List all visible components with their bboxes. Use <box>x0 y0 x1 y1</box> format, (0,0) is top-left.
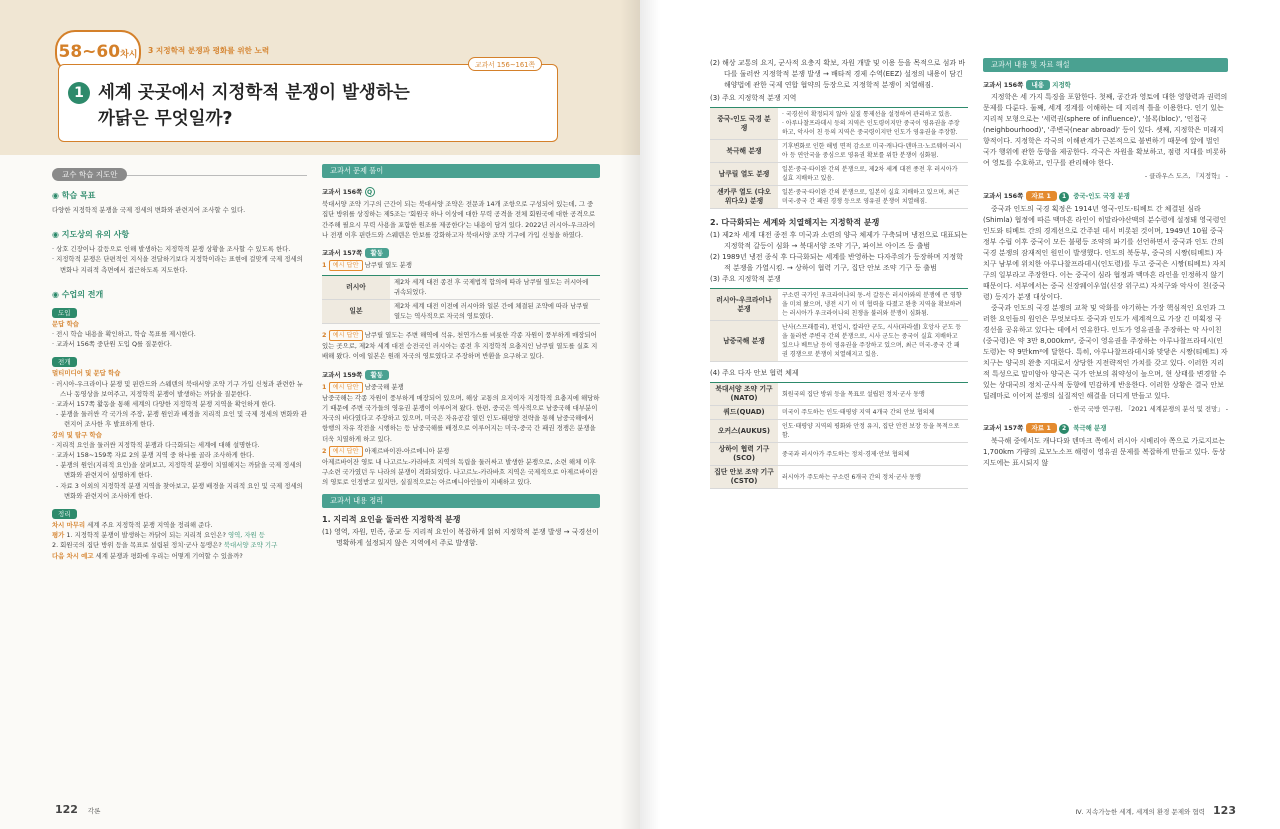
intro-tag: 도입 <box>52 308 77 318</box>
table-row: 쿼드(QUAD) 미국이 주도하는 인도·태평양 지역 4개국 간의 안보 협의체 <box>710 406 968 420</box>
problems-banner: 교과서 문제 풀이 <box>322 164 600 178</box>
right-page <box>640 0 1280 829</box>
lesson-range: 58~60 <box>58 42 121 62</box>
book-spine-shadow <box>620 0 660 829</box>
page-title <box>98 80 410 132</box>
right-page-number: 123 <box>1213 804 1236 817</box>
dev-head1: 멀티미디어 및 문답 학습 <box>52 369 121 378</box>
table-row: 북극해 분쟁 기후변화로 인한 해빙 면적 감소로 미국·캐나다·덴마크·노르웨이·러시아 등 연안국을 중심으로 영유권 확보를 위한 분쟁이 심화됨. <box>710 140 968 163</box>
problems-column <box>322 164 600 549</box>
caution-item: · 상호 긴장이나 갈등으로 인해 발생하는 지정학적 분쟁 상황을 조사할 수 있도록 한다. <box>52 245 291 254</box>
summary-s1-title: 1. 지리적 요인을 둘러싼 지정학적 분쟁 <box>322 515 461 525</box>
dev-tag: 전개 <box>52 357 77 367</box>
guide-column <box>52 162 307 561</box>
title-number: 1 <box>68 82 90 104</box>
number-icon: 1 <box>1059 192 1069 202</box>
dev-item: - 자료 3 이외의 지정학적 분쟁 지역을 찾아보고, 분쟁 배경을 지리적 요인 및 국제 정세의 변화와 관련지어 조사하게 한다. <box>56 481 303 500</box>
summary-banner: 교과서 내용 정리 <box>322 494 600 508</box>
r157-ref: 교과서 157쪽 자료 1 2 북극해 분쟁 <box>983 423 1107 432</box>
summary-column <box>710 58 968 489</box>
textbook-pages-tag: 교과서 156~161쪽 <box>468 57 542 71</box>
answer-box: 예시 답안 <box>329 382 363 393</box>
left-page-number: 122 각론 <box>55 803 101 816</box>
table-row: 북대서양 조약 기구(NATO) 회원국의 집단 방위 등을 목표로 설립된 정치·군사 동맹 <box>710 383 968 406</box>
p156-text: 북대서양 조약 기구의 근간이 되는 북대서양 조약은 전문과 14개 조항으로 구성되어 있는데, 그 중 집단 방위를 상징하는 제5조는 '회원국 하나 이상에 대한 무력 공격을 전체 회원국에 대한 공격으로 간주해 필요시 무력 사용을 포함한 원조를 제공한다'는 내용이 담겨 있다. 2022년 러시아-우크라이나 전쟁 이후 핀란드와 스웨덴은 안보를 강화하고자 북대서양 조약 기구에 가입 신청을 하였다. <box>322 200 596 239</box>
summary-s1-2: (2) 해상 교통의 요지, 군사적 요충지 확보, 자원 개발 및 이용 등을 목적으로 섬과 바다를 둘러싼 지정학적 분쟁 발생 → 배타적 경제 수역(EEZ) 설정의 내용이 담긴 해양법에 관한 국제 연합 협약의 등장으로 지정학적 분쟁이 치열해짐. <box>710 59 966 89</box>
summary-s2-3: (3) 주요 지정학적 분쟁 <box>710 275 781 283</box>
p159-ref: 교과서 159쪽 활동 <box>322 370 600 380</box>
lesson-unit: 차시 <box>120 50 138 60</box>
table-row: 오커스(AUKUS) 인도·태평양 지역의 평화와 안정 유지, 집단 안전 보장 등을 목적으로 함. <box>710 420 968 443</box>
bullet-icon: ◉ <box>52 289 62 299</box>
content-tag: 내용 <box>1026 80 1051 90</box>
r156b-source: - 한국 국방 연구원, 「2021 세계분쟁의 분석 및 전망」 - <box>1069 405 1228 414</box>
section-label: 3 지정학적 분쟁과 평화를 위한 노력 <box>148 46 270 55</box>
table-row: 남중국해 분쟁 난사(스프래틀리), 펀업시, 칼라얀 군도, 시사(파라셀) 호앙사 군도 등을 둘러싼 주변국 간의 분쟁으로, 시사 군도는 중국이 실효 지배하고 있으나 베트남 등이 영유권을 주장하고 있으며, 최근 미국-중국 간 패권 경쟁으로 분쟁이 치열해지고 있음. <box>710 321 968 362</box>
answer-box: 예시 답안 <box>329 330 363 341</box>
question-icon: Q <box>365 187 375 197</box>
table-row: 중국-인도 국경 분쟁 · 국경선이 확정되지 않아 실질 통제선을 설정하여 관리하고 있음. · 아루나찰프라데시 등의 지역은 인도령이지만 중국이 영유권을 주장하고, 악사이 친 등의 지역은 중국령이지만 인도가 영유권을 주장함. <box>710 108 968 140</box>
dev-item: · 지리적 요인을 둘러싼 지정학적 분쟁과 다극화되는 세계에 대해 설명한다. <box>52 440 260 449</box>
intro-head: 문답 학습 <box>52 319 79 328</box>
activity-tag: 활동 <box>365 248 390 258</box>
table-row: 상하이 협력 기구 (SCO) 중국과 러시아가 주도하는 정치·경제·안보 협의체 <box>710 443 968 466</box>
answer-box: 예시 답안 <box>329 260 363 271</box>
p159-q2: 2 예시 답안 아제르바이잔-아르메니아 분쟁 <box>322 446 450 455</box>
r156a-text: 지정학은 세 가지 특징을 포함한다. 첫째, 공간과 영토에 대한 영향력과 권력의 문제를 다룬다. 둘째, 세계 경계를 이해하는 데 지리적 틀을 이용한다. 인기 있는 지리적 모형으로는 '세력권(sphere of influence)', '블록(bloc)', '인접국(neighbourhood)', '주변국(near abroad)' 등이 있다. 셋째, 지정학은 미래지향적이다. 지정학은 각국의 이해관계가 근본적으로 불변하기 때문에 앞에 벌인 국가 행위에 관한 동향을 제공한다. 각국은 자원을 확보하고, 점령 지대를 비롯하여 영토를 수호하고, 인구를 관리해야 한다. <box>983 93 1228 168</box>
dev-item: · 교과서 158~159쪽 자료 2의 분쟁 지역 중 하나를 골라 조사하게 한다. <box>52 451 255 460</box>
answer-box: 예시 답안 <box>329 446 363 457</box>
right-footer: Ⅳ. 지속가능한 세계, 세계의 환경 문제와 협력 123 <box>1075 804 1236 817</box>
next-line: 다음 차시 예고 세계 분쟁과 평화에 우리는 어떻게 기여할 수 있을까? <box>52 551 243 560</box>
r156a-ref: 교과서 156쪽 내용 지정학 <box>983 81 1071 89</box>
intro-item: · 교과서 156쪽 중단원 도입 Q를 질문한다. <box>52 340 172 349</box>
regions-table-2 <box>710 288 968 362</box>
p157-q1: 1 예시 답안 남쿠릴 열도 분쟁 <box>322 261 412 270</box>
table-row: 일본 제2차 세계 대전 이전에 러시아와 일본 간에 체결된 조약에 따라 남쿠릴 열도는 역사적으로 자국의 영토였다. <box>322 300 600 324</box>
source-tag: 자료 1 <box>1026 423 1057 433</box>
table-row: 센카쿠 열도 (댜오위다오) 분쟁 일본·중국·타이완 간의 분쟁으로, 일본이 실효 지배하고 있으며, 최근 미국-중국 간 패권 경쟁 등으로 영유권 분쟁이 치열해짐. <box>710 186 968 209</box>
page-title-line2: 까닭은 무엇일까? <box>98 109 233 129</box>
table-row: 남쿠릴 열도 분쟁 일본·중국·타이완 간의 분쟁으로, 제2차 세계 대전 종전 후 러시아가 실효 지배하고 있음. <box>710 163 968 186</box>
table-row: 러시아-우크라이나 분쟁 구소련 국가인 우크라이나의 동-서 갈등은 러시아와의 분쟁에 큰 영향을 미쳐 왔으며, 냉전 시기 이 미 협력을 다졌고 완충 지역을 확보하려는 러시아가 우크라이나의 친쟁을 불러와 분쟁이 심화됨. <box>710 289 968 321</box>
commentary-banner: 교과서 내용 및 자료 해설 <box>983 58 1228 72</box>
wrap-line: 차시 마무리 세계 주요 지정학적 분쟁 지역을 정리해 준다. <box>52 521 213 530</box>
r156a-source: - 클라우스 도즈, 『지정학』 - <box>1144 172 1228 181</box>
source-tag: 자료 1 <box>1026 191 1057 201</box>
summary-s2-1: (1) 제2차 세계 대전 종전 후 미국과 소련의 양극 체제가 구축되며 냉전으로 대표되는 지정학적 갈등이 심화 → 북대서양 조약 기구, 파이브 아이즈 등 출범 <box>710 231 968 250</box>
kuril-table <box>322 275 600 324</box>
orgs-table <box>710 382 968 489</box>
number-icon: 2 <box>1059 424 1069 434</box>
goal-text: 다양한 지정학적 분쟁을 국제 정세의 변화와 관련지어 조사할 수 있다. <box>52 206 246 214</box>
eval-line2: 2. 회원국의 집단 방위 등을 목표로 설립된 정치·군사 동맹은? 북대서양 조약 기구 <box>52 541 278 550</box>
summary-s1-3: (3) 주요 지정학적 분쟁 지역 <box>710 94 797 102</box>
dev-item: - 분쟁을 둘러싼 각 국가의 주장, 분쟁 원인과 배경을 지리적 요인 및 국제 정세의 변화와 관련지어 조사한 후 발표하게 한다. <box>56 410 307 429</box>
wrap-tag: 정리 <box>52 509 77 519</box>
goal-title: ◉ 학습 목표 <box>52 191 96 200</box>
p159-q2-text: 아제르바이잔 영토 내 나고르노-카라바흐 지역의 독립을 둘러싸고 발생한 분쟁으로, 소련 해체 이후 구소련 국가였던 두 나라의 분쟁이 격화되었다. 나고르노-카라바흐 지역은 국제적으로 아제르바이잔의 영토로 인정받고 있지만, 실질적으로는 아르메니아인들이 지배하고 있다. <box>322 457 598 487</box>
dev-item: · 교과서 157쪽 활동을 통해 세계의 다양한 지정학적 분쟁 지역을 확인하게 한다. <box>52 400 276 409</box>
dev-item: - 분쟁의 원인(지리적 요인)을 살펴보고, 지정학적 분쟁이 치열해지는 까닭을 국제 정세의 변화와 관련지어 설명하게 한다. <box>56 461 302 480</box>
r156b-ref: 교과서 156쪽 자료 1 1 중국-인도 국경 분쟁 <box>983 192 1130 201</box>
p159-q1: 1 예시 답안 남중국해 분쟁 <box>322 382 404 391</box>
r157-text: 북극해 중에서도 캐나다와 덴마크 쪽에서 러시아 시베리아 쪽으로 가로지르는 1,700km 가량의 로모노소프 해령이 영유권 문제를 복잡하게 만들고 있다. 동상 지도에는 표시되지 않 <box>983 436 1226 467</box>
summary-s1-1: (1) 영역, 자원, 민족, 종교 등 지리적 요인이 복잡하게 얽혀 지정학적 분쟁 발생 → 국경선이 명확하게 설정되지 않은 지역에서 주로 발생함. <box>322 528 599 548</box>
bullet-icon: ◉ <box>52 230 62 240</box>
table-row: 집단 안보 조약 기구(CSTO) 러시아가 주도하는 구소련 6개국 간의 정치·군사 동맹 <box>710 466 968 489</box>
dev-item: · 러시아-우크라이나 분쟁 및 핀란드와 스웨덴의 북대서양 조약 기구 가입 신청과 관련한 뉴스나 동영상을 보여주고, 지정학적 분쟁이 발생하는 까닭을 질문한다. <box>52 379 303 398</box>
activity-tag: 활동 <box>365 370 390 380</box>
caution-title: ◉ 지도상의 유의 사항 <box>52 230 130 240</box>
flow-title: ◉ 수업의 전개 <box>52 289 104 299</box>
summary-s2-4: (4) 주요 다자 안보 협력 체제 <box>710 369 799 377</box>
dev-head2: 강의 및 탐구 학습 <box>52 430 102 439</box>
regions-table-1 <box>710 107 968 209</box>
r156b-text1: 중국과 인도의 국경 획정은 1914년 영국-인도-티베트 간 체결된 심라(Shimla) 협정에 따른 맥마흔 라인이 히말라야산맥의 분수령에 설정돼 영국령인 인도와 티베트 간의 경계선으로 간주된 데서 비롯된 것이며, 1949년 10월 중국 정부 수립 이후 중국이 모든 불평등 조약의 파기를 선언하면서 중국과 인도 간의 국경 분쟁의 잠재적인 원인이 발생했다. 인도의 북동부, 중국의 시짱(티베트) 자치구 남부에 위치한 아루나찰프라데시(인도령)를 두고 중국은 시짱(티베트) 자치구의 일부라고 주장한다. 이는 중국이 심라 협정과 맥마흔 라인을 인정하지 않기 때문이다. 서부에서는 중국 신장웨이우얼(신장 위구르) 자치구와 악사이 친(중국령) 등지가 분쟁 대상이다. <box>983 205 1227 302</box>
p157-q2: 2 예시 답안 남쿠릴 열도는 주변 해역에 석유, 천연가스를 비롯한 각종 자원이 풍부하게 매장되어 있는 곳으로, 제2차 세계 대전 승전국인 러시아는 종전 후 지정학적 요충지인 남쿠릴 열도를 실효 지배해 왔다. 이에 일본은 원래 자국의 영토였다고 주장하며 반환을 요구하고 있다. <box>322 331 598 361</box>
p159-q1-text: 남중국해는 각종 자원이 풍부하게 매장되어 있으며, 해상 교통의 요지이자 지정학적 요충지에 해당하기 때문에 주변 국가들의 영유권 분쟁이 이루어져 왔다. 한편, 중국은 역사적으로 남중국해 대부분이 자국의 바다였다고 주장하고 있으며, 미국은 자유공감 열린 인도-태평양 전략을 통해 남중국해에서 항행의 자유 작전을 시행하는 등 남중국해를 배경으로 이루어지는 미국-중국 간 패권 경쟁은 분쟁을 더욱 치열하게 하고 있다. <box>322 393 600 443</box>
eval-line1: 평가 1. 지정학적 분쟁이 발생하는 까닭이 되는 지리적 요인은? 영역, 자원 등 <box>52 531 265 540</box>
guide-label: 교수 학습 지도안 <box>52 168 127 181</box>
table-row: 러시아 제2차 세계 대전 종전 후 국제법적 합의에 따라 남쿠릴 열도는 러시아에 귀속되었다. <box>322 276 600 300</box>
r156b-text2: 중국과 인도의 국경 분쟁의 교착 및 악화를 야기하는 가장 핵심적인 요인과 그러한 요인들의 원인은 무엇보다도 중국과 인도가 세계적으로 가장 긴 미획정 국경선을 공유하고 있다는 데에서 연유한다. 인도가 영유권을 주장하는 악 사이친(중국령)은 약 3만 8,000km², 중국이 영유권을 주장하는 아루나찰프라데시(인도령)는 약 9만km²에 달한다. 특히, 아루나찰프라데시와 맞닿은 시짱(티베트) 자치구는 양국의 완충 지대로서 상당한 지전략적인 가치를 갖고 있다. 이러한 지리적 특성으로 말미암아 양국은 국가 안보의 취약성이 높으며, 현 상태를 변경할 수 있는 상대국의 정치·군사적 동향에 민감하게 반응한다. 이러한 상황은 결국 안보 딜레마로 이어져 분쟁의 실질적인 해결을 더디게 만들고 있다. <box>983 304 1228 401</box>
summary-s2-2: (2) 1989년 냉전 종식 후 다극화되는 세계를 반영하는 다자주의가 등장하며 지정학적 분쟁을 가열시킴. → 상하이 협력 기구, 집단 안보 조약 기구 등 출범 <box>710 253 963 272</box>
intro-item: · 전시 학습 내용을 확인하고, 학습 목표를 제시한다. <box>52 330 196 339</box>
p156-ref: 교과서 156쪽 Q <box>322 187 600 197</box>
caution-item: · 지정학적 분쟁은 단편적인 지식을 전달하기보다 지정학이라는 표현에 걸맞게 국제 정세의 변화나 지리적 측면에서 접근하도록 지도한다. <box>52 255 303 274</box>
commentary-column <box>983 58 1228 469</box>
summary-s2-title: 2. 다극화되는 세계와 치열해지는 지정학적 분쟁 <box>710 218 880 227</box>
page-title-line1: 세계 곳곳에서 지정학적 분쟁이 발생하는 <box>98 83 410 103</box>
bullet-icon: ◉ <box>52 191 62 200</box>
p157-ref: 교과서 157쪽 활동 <box>322 248 600 258</box>
